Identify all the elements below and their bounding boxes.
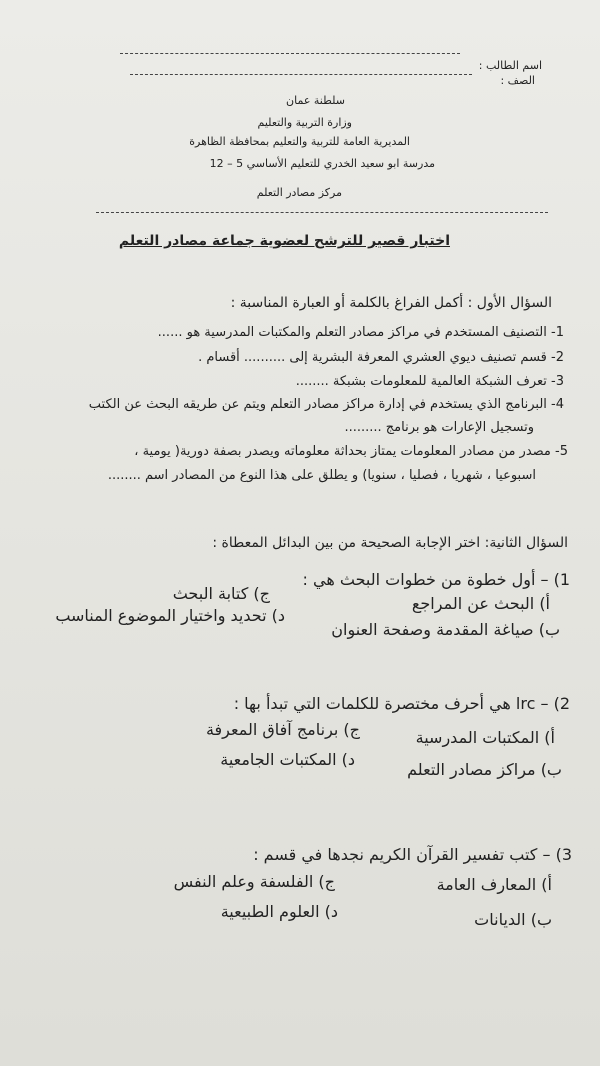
student-name-label: اسم الطالب : (478, 59, 542, 72)
q2-2-option-b: ب) مراكز مصادر التعلم (407, 760, 562, 779)
q2-3-option-a: أ) المعارف العامة (436, 875, 552, 894)
q2-3-option-d: د) العلوم الطبيعية (220, 902, 338, 921)
q1-item-5-cont: اسبوعيا ، شهريا ، فصليا ، سنويا) و يطلق على هذا النوع من المصادر اسم ........ (107, 468, 536, 483)
class-label: الصف : (500, 74, 535, 87)
q1-item-5: 5- مصدر من مصادر المعلومات يمتاز بحداثة معلوماته ويصدر بصفة دورية( يومية ، (134, 444, 568, 459)
q2-2-option-a: أ) المكتبات المدرسية (415, 728, 555, 747)
student-name-line (120, 53, 460, 54)
q2-1-option-b: ب) صياغة المقدمة وصفحة العنوان (331, 620, 560, 639)
school-name: مدرسة ابو سعيد الخدري للتعليم الأساسي 5 – 12 (209, 157, 435, 170)
q2-heading: السؤال الثانية: اختر الإجابة الصحيحة من بين البدائل المعطاة : (212, 535, 568, 551)
q1-heading: السؤال الأول : أكمل الفراغ بالكلمة أو العبارة المناسبة : (230, 295, 552, 311)
ministry-name: وزارة التربية والتعليم (257, 116, 352, 129)
q2-3-stem: 3) – كتب تفسير القرآن الكريم نجدها في قسم : (253, 845, 572, 864)
q1-item-3: 3- تعرف الشبكة العالمية للمعلومات بشبكة ........ (295, 374, 564, 389)
q1-item-1: 1- التصنيف المستخدم في مراكز مصادر التعلم والمكتبات المدرسية هو ...... (157, 325, 564, 340)
q2-1-option-c: ج) كتابة البحث (172, 584, 270, 603)
q2-2-stem: 2) – lrc هي أحرف مختصرة للكلمات التي تبدأ بها : (233, 694, 570, 713)
q1-item-4-cont: وتسجيل الإعارات هو برنامج ......... (344, 420, 534, 435)
q2-2-option-c: ج) برنامج آفاق المعرفة (205, 720, 360, 739)
q2-2-option-d: د) المكتبات الجامعية (220, 750, 355, 769)
class-line (130, 74, 472, 75)
q2-1-stem: 1) – أول خطوة من خطوات البحث هي : (302, 570, 570, 589)
q1-item-2: 2- قسم تصنيف ديوي العشري المعرفة البشرية إلى .......... أقسام . (198, 350, 564, 365)
q2-3-option-b: ب) الديانات (474, 910, 552, 929)
q2-1-option-a: أ) البحث عن المراجع (411, 594, 550, 613)
exam-title: اختبار قصير للترشح لعضوية جماعة مصادر التعلم (118, 233, 450, 249)
q1-item-4: 4- البرنامج الذي يستخدم في إدارة مراكز مصادر التعلم ويتم عن طريقه البحث عن الكتب (88, 397, 564, 412)
q2-3-option-c: ج) الفلسفة وعلم النفس (173, 872, 335, 891)
center-name: مركز مصادر التعلم (256, 186, 342, 199)
q2-1-option-d: د) تحديد واختيار الموضوع المناسب (55, 606, 285, 625)
header-divider (96, 212, 548, 213)
country-name: سلطنة عمان (286, 94, 345, 107)
directorate-name: المديرية العامة للتربية والتعليم بمحافظة الظاهرة (189, 135, 410, 148)
